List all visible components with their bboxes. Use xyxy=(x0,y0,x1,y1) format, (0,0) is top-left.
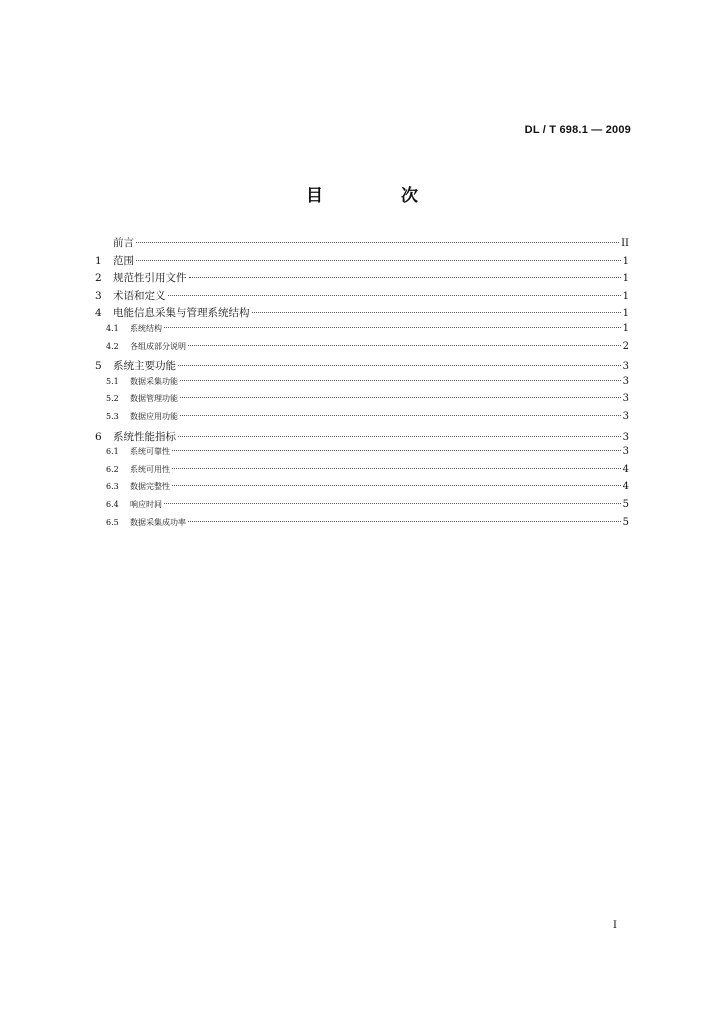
toc-leader-dots xyxy=(168,295,621,296)
toc-leader-dots xyxy=(180,397,621,398)
toc-leader-dots xyxy=(180,380,621,381)
toc-entry-page: 1 xyxy=(622,290,629,302)
page-number: I xyxy=(613,920,617,931)
toc-entry-number: 6.1 xyxy=(106,447,119,457)
toc-entry-label: 系统性能指标 xyxy=(113,430,176,443)
toc-entry-page: 3 xyxy=(622,431,629,443)
toc-entry[interactable] xyxy=(95,429,629,447)
toc-entry-label: 系统可用性 xyxy=(130,464,170,474)
toc-leader-dots xyxy=(164,327,621,328)
toc-entry[interactable] xyxy=(95,411,629,429)
toc-leader-dots xyxy=(136,260,621,261)
toc-entry-number: 3 xyxy=(95,289,102,302)
toc-leader-dots xyxy=(172,485,621,486)
toc-entry-label: 电能信息采集与管理系统结构 xyxy=(113,307,250,320)
toc-entry[interactable] xyxy=(95,517,629,535)
toc-entry-number: 1 xyxy=(95,254,102,267)
toc-entry-number: 6.3 xyxy=(106,482,119,492)
toc-entry-page: 5 xyxy=(622,516,629,528)
toc-entry-label: 数据采集功能 xyxy=(130,376,178,386)
toc-entry[interactable] xyxy=(95,499,629,517)
toc-leader-dots xyxy=(136,242,619,243)
toc-entry[interactable] xyxy=(95,464,629,482)
toc-entry-label: 数据应用功能 xyxy=(130,411,178,421)
toc-entry-page: 1 xyxy=(622,273,629,285)
toc-entry-label: 各组成部分说明 xyxy=(130,341,186,351)
table-of-contents xyxy=(95,235,629,534)
toc-entry[interactable] xyxy=(95,288,629,306)
toc-entry-page: II xyxy=(621,238,629,249)
toc-entry-number: 5 xyxy=(95,360,102,373)
toc-leader-dots xyxy=(164,503,621,504)
toc-entry-number: 5.1 xyxy=(106,376,119,386)
toc-entry-page: 3 xyxy=(622,393,629,405)
toc-leader-dots xyxy=(178,365,621,366)
toc-entry-number: 6.5 xyxy=(106,517,119,527)
toc-entry-label: 数据采集成功率 xyxy=(130,517,186,527)
toc-entry-number: 6.2 xyxy=(106,464,119,474)
toc-entry[interactable] xyxy=(95,270,629,288)
toc-entry-label: 系统结构 xyxy=(130,323,162,333)
toc-entry[interactable] xyxy=(95,305,629,323)
toc-entry-label: 数据管理功能 xyxy=(130,394,178,404)
toc-leader-dots xyxy=(180,415,621,416)
toc-entry-label: 术语和定义 xyxy=(113,289,166,302)
toc-entry[interactable] xyxy=(95,235,629,253)
toc-entry[interactable] xyxy=(95,481,629,499)
toc-leader-dots xyxy=(252,312,621,313)
toc-entry[interactable] xyxy=(95,446,629,464)
toc-leader-dots xyxy=(188,521,621,522)
toc-leader-dots xyxy=(172,468,621,469)
toc-entry-label: 系统可靠性 xyxy=(130,447,170,457)
toc-entry-page: 5 xyxy=(622,498,629,510)
toc-entry-page: 4 xyxy=(622,481,629,493)
toc-entry-label: 范围 xyxy=(113,254,134,267)
toc-entry-page: 3 xyxy=(622,361,629,373)
toc-leader-dots xyxy=(172,450,621,451)
toc-entry-page: 4 xyxy=(622,463,629,475)
toc-entry-number: 2 xyxy=(95,272,102,285)
toc-entry-number: 5.2 xyxy=(106,394,119,404)
toc-entry-number: 4.2 xyxy=(106,341,119,351)
toc-entry[interactable] xyxy=(95,341,629,359)
toc-entry-label: 系统主要功能 xyxy=(113,360,176,373)
toc-entry[interactable] xyxy=(95,376,629,394)
toc-entry-number: 5.3 xyxy=(106,411,119,421)
toc-entry-page: 3 xyxy=(622,410,629,422)
toc-entry-label: 响应时间 xyxy=(130,499,162,509)
toc-entry[interactable] xyxy=(95,393,629,411)
toc-entry-number: 4.1 xyxy=(106,323,119,333)
toc-entry[interactable] xyxy=(95,323,629,341)
toc-leader-dots xyxy=(188,345,621,346)
toc-entry-page: 1 xyxy=(622,255,629,267)
toc-entry-page: 1 xyxy=(622,322,629,334)
standard-code: DL / T 698.1 — 2009 xyxy=(524,124,631,136)
toc-entry-page: 2 xyxy=(622,340,629,352)
toc-entry[interactable] xyxy=(95,358,629,376)
toc-entry-label: 数据完整性 xyxy=(130,482,170,492)
toc-entry-page: 3 xyxy=(622,375,629,387)
toc-entry-number: 6.4 xyxy=(106,499,119,509)
toc-entry-number: 6 xyxy=(95,430,102,443)
toc-entry-label: 规范性引用文件 xyxy=(113,272,187,285)
toc-leader-dots xyxy=(189,277,621,278)
toc-entry[interactable] xyxy=(95,253,629,271)
toc-entry-page: 1 xyxy=(622,308,629,320)
toc-entry-label: 前言 xyxy=(113,237,134,249)
toc-entry-number: 4 xyxy=(95,307,102,320)
toc-leader-dots xyxy=(178,436,621,437)
toc-entry-page: 3 xyxy=(622,446,629,458)
page-title: 目 次 xyxy=(306,186,454,206)
